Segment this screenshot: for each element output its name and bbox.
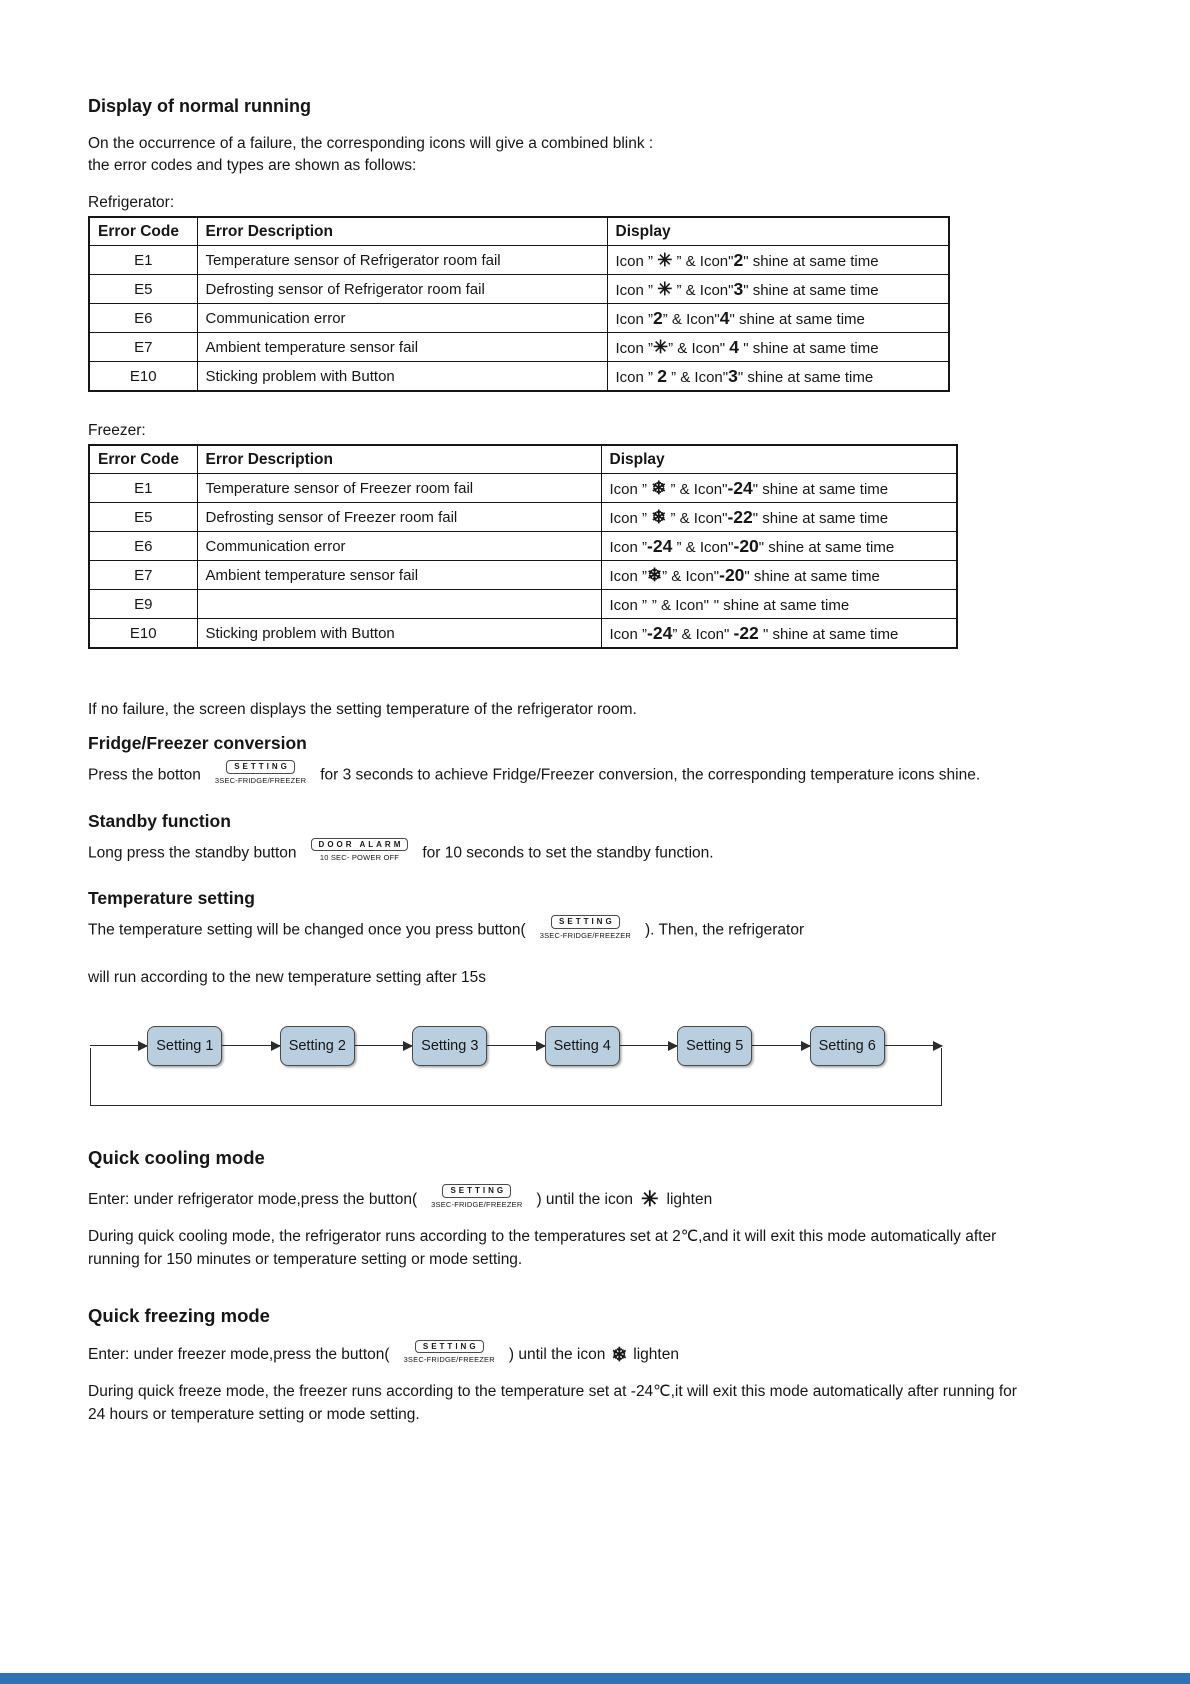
error-display-cell: [607, 333, 949, 362]
error-code-cell: E1: [89, 474, 197, 503]
display-segment: " shine at same time: [739, 339, 879, 357]
intro-line-2: the error codes and types are shown as follows:: [88, 157, 417, 175]
quick-cooling-body: During quick cooling mode, the refrigerator runs according to the temperatures set at 2℃,and it will exit this mode automatically after running for 150 minutes or temperature setting or mode setting.: [88, 1228, 997, 1268]
table-row: [89, 503, 957, 532]
display-digit: 3: [733, 278, 744, 299]
intro-paragraph: [88, 133, 1110, 178]
display-segment: Icon ”: [609, 480, 652, 498]
error-code-cell: E10: [89, 362, 197, 391]
section-heading-quick-freezing: Quick freezing mode: [88, 1305, 270, 1327]
display-digit: -24: [647, 622, 673, 643]
cycle-row: [90, 1026, 942, 1066]
error-display-cell: [601, 532, 957, 561]
conversion-paragraph: [88, 762, 1038, 789]
table-header-row: [89, 217, 949, 246]
section-quick-freezing: [88, 1305, 1110, 1426]
display-segment: " shine at same time: [758, 538, 895, 556]
display-segment: Icon ”: [609, 567, 648, 585]
table-row: [89, 246, 949, 275]
freezer-label: Freezer:: [88, 421, 146, 439]
setting-button-bottom-label: 3SEC-FRIDGE/FREEZER: [431, 1199, 523, 1209]
quick-cooling-enter-before: Enter: under refrigerator mode,press the button(: [88, 1190, 418, 1208]
quick-cooling-enter-line: [88, 1183, 1038, 1217]
flow-arrow: [487, 1045, 544, 1047]
standby-paragraph: [88, 840, 1038, 867]
display-segment: " shine at same time: [743, 252, 879, 270]
error-display-cell: [607, 362, 949, 391]
table-row: [89, 275, 949, 304]
section-standby: [88, 811, 1110, 867]
setting-button-icon: [215, 760, 306, 787]
quick-freezing-body: During quick freeze mode, the freezer runs according to the temperature set at -24℃,it will exit this mode automatically after running for 24 hours or temperature setting or mode setting.: [88, 1383, 1017, 1423]
conversion-text-after: for 3 seconds to achieve Fridge/Freezer conversion, the corresponding temperature icons shine.: [320, 766, 981, 784]
display-segment: " shine at same time: [744, 567, 880, 585]
standby-button-top-label: DOOR ALARM: [311, 838, 409, 852]
error-code-cell: E5: [89, 275, 197, 304]
display-segment: ” & Icon": [672, 252, 734, 270]
flow-step-box: Setting 3: [412, 1026, 487, 1066]
display-digit: 2: [657, 365, 667, 386]
error-description-cell: Communication error: [197, 304, 607, 333]
display-digit: -24: [647, 535, 673, 556]
quick-cool-icon: ✳: [653, 336, 669, 357]
error-description-cell: Ambient temperature sensor fail: [197, 333, 607, 362]
error-code-cell: E7: [89, 333, 197, 362]
quick-cooling-enter-mid: ) until the icon: [536, 1190, 633, 1208]
display-digit: -22: [733, 622, 759, 643]
error-description-cell: Defrosting sensor of Freezer room fail: [197, 503, 601, 532]
display-segment: ” & Icon": [666, 509, 728, 527]
setting-button-icon: [431, 1184, 522, 1211]
display-segment: ” & Icon": [666, 368, 729, 386]
section-heading-temperature: Temperature setting: [88, 888, 255, 909]
error-description-cell: [197, 590, 601, 619]
no-failure-note: If no failure, the screen displays the setting temperature of the refrigerator room.: [88, 700, 637, 718]
flow-arrow: [885, 1045, 942, 1047]
display-segment: Icon ”: [615, 252, 658, 270]
error-display-cell: [601, 619, 957, 648]
temperature-text-after: ). Then, the refrigerator: [645, 921, 805, 939]
table-row: [89, 561, 957, 590]
section-heading-quick-cooling: Quick cooling mode: [88, 1146, 265, 1168]
intro-line-1: On the occurrence of a failure, the corresponding icons will give a combined blink :: [88, 135, 654, 152]
header-display: Display: [607, 217, 949, 246]
quick-cool-icon: ✳: [640, 1187, 659, 1211]
flow-step-box: Setting 1: [147, 1026, 222, 1066]
page-title: Display of normal running: [88, 96, 312, 116]
flow-step-box: Setting 6: [810, 1026, 885, 1066]
error-description-cell: Sticking problem with Button: [197, 362, 607, 391]
display-segment: Icon ”: [609, 596, 648, 614]
display-segment: " shine at same time: [743, 281, 879, 299]
error-code-cell: E6: [89, 532, 197, 561]
error-description-cell: Communication error: [197, 532, 601, 561]
table-row: [89, 532, 957, 561]
section-temperature-setting: [88, 888, 1110, 1112]
display-segment: ” & Icon": [662, 567, 720, 585]
error-description-cell: Sticking problem with Button: [197, 619, 601, 648]
flow-step-box: Setting 2: [280, 1026, 355, 1066]
error-code-cell: E7: [89, 561, 197, 590]
display-segment: " shine at same time: [729, 310, 865, 328]
quick-freezing-enter-line: [88, 1341, 1038, 1371]
error-description-cell: Ambient temperature sensor fail: [197, 561, 601, 590]
standby-text-after: for 10 seconds to set the standby function.: [422, 843, 714, 861]
snowflake-icon: ❄: [611, 1345, 628, 1367]
error-description-cell: Defrosting sensor of Refrigerator room fail: [197, 275, 607, 304]
display-segment: ” & Icon": [668, 339, 730, 357]
error-code-cell: E1: [89, 246, 197, 275]
setting-button-bottom-label: 3SEC-FRIDGE/FREEZER: [214, 775, 307, 785]
flow-arrow: [752, 1045, 809, 1047]
flow-step-box: Setting 5: [677, 1026, 752, 1066]
quick-freezing-enter-mid: ) until the icon: [508, 1346, 606, 1364]
display-segment: ” & Icon": [672, 281, 734, 299]
error-code-cell: E5: [89, 503, 197, 532]
error-display-cell: [601, 590, 957, 619]
fridge-error-table: [88, 216, 950, 392]
display-segment: Icon ”: [609, 509, 652, 527]
quick-freezing-enter-before: Enter: under freezer mode,press the button(: [88, 1346, 390, 1364]
display-segment: ” & Icon": [672, 538, 734, 556]
quick-cooling-enter-after: lighten: [666, 1190, 713, 1208]
display-digit: -20: [733, 535, 759, 556]
display-segment: ” & Icon": [651, 596, 709, 614]
display-segment: Icon ”: [615, 339, 654, 357]
error-description-cell: Temperature sensor of Freezer room fail: [197, 474, 601, 503]
table-row: [89, 474, 957, 503]
error-display-cell: [601, 503, 957, 532]
display-segment: " shine at same time: [752, 509, 889, 527]
table-row: [89, 362, 949, 391]
footer-bar: [0, 1673, 1190, 1684]
display-segment: Icon ”: [609, 625, 648, 643]
display-segment: Icon ”: [615, 281, 658, 299]
header-display: Display: [601, 445, 957, 474]
table-row: [89, 619, 957, 648]
header-error-code: Error Code: [89, 217, 197, 246]
setting-button-bottom-label: 3SEC-FRIDGE/FREEZER: [403, 1355, 495, 1365]
display-digit: 3: [728, 365, 738, 386]
setting-button-top-label: SETTING: [551, 915, 620, 929]
header-error-code: Error Code: [89, 445, 197, 474]
error-display-cell: [607, 246, 949, 275]
display-digit: 2: [733, 249, 744, 270]
error-code-cell: E9: [89, 590, 197, 619]
display-segment: " shine at same time: [752, 480, 889, 498]
display-digit: 4: [729, 336, 740, 357]
flow-step-box: Setting 4: [545, 1026, 620, 1066]
setting-button-icon: [404, 1340, 495, 1367]
display-segment: " shine at same time: [758, 625, 899, 643]
quick-cool-icon: ✳: [657, 249, 673, 270]
header-error-description: Error Description: [197, 217, 607, 246]
snowflake-icon: ❄: [647, 564, 663, 585]
snowflake-icon: ❄: [651, 477, 667, 498]
setting-button-top-label: SETTING: [442, 1184, 511, 1198]
temperature-cycle-diagram: [90, 1021, 942, 1113]
error-code-cell: E10: [89, 619, 197, 648]
snowflake-icon: ❄: [651, 506, 667, 527]
display-digit: 4: [719, 307, 730, 328]
display-segment: Icon ”: [615, 310, 654, 328]
table-row: [89, 304, 949, 333]
display-digit: 2: [653, 307, 663, 328]
setting-button-top-label: SETTING: [415, 1340, 484, 1354]
display-digit: -22: [727, 506, 753, 527]
error-display-cell: [607, 304, 949, 333]
temperature-paragraph-line2: will run according to the new temperature setting after 15s: [88, 968, 487, 986]
setting-button-bottom-label: 3SEC-FRIDGE/FREEZER: [539, 930, 632, 940]
display-segment: Icon ”: [615, 368, 658, 386]
section-heading-standby: Standby function: [88, 810, 231, 831]
flow-arrow: [620, 1045, 677, 1047]
temperature-paragraph: [88, 917, 1038, 944]
setting-button-icon: [540, 915, 631, 942]
refrigerator-label: Refrigerator:: [88, 193, 175, 211]
display-segment: Icon ”: [609, 538, 648, 556]
section-conversion: [88, 733, 1110, 789]
standby-button-bottom-label: 10 SEC- POWER OFF: [319, 853, 400, 863]
conversion-text-before: Press the botton: [88, 766, 201, 784]
section-quick-cooling: [88, 1147, 1110, 1272]
flow-arrow: [355, 1045, 412, 1047]
error-display-cell: [601, 474, 957, 503]
display-segment: ” & Icon": [662, 310, 720, 328]
display-segment: ” & Icon": [672, 625, 734, 643]
setting-button-top-label: SETTING: [226, 760, 295, 774]
flow-arrow: [222, 1045, 279, 1047]
display-digit: -24: [727, 477, 753, 498]
error-code-cell: E6: [89, 304, 197, 333]
error-display-cell: [607, 275, 949, 304]
standby-button-icon: [311, 838, 409, 865]
freezer-error-table: [88, 444, 958, 649]
table-header-row: [89, 445, 957, 474]
header-error-description: Error Description: [197, 445, 601, 474]
display-segment: " shine at same time: [737, 368, 874, 386]
display-segment: ” & Icon": [666, 480, 728, 498]
table-row: [89, 333, 949, 362]
error-description-cell: Temperature sensor of Refrigerator room fail: [197, 246, 607, 275]
quick-cool-icon: ✳: [657, 278, 673, 299]
error-display-cell: [601, 561, 957, 590]
temperature-text-before: The temperature setting will be changed once you press button(: [88, 921, 526, 939]
table-row: [89, 590, 957, 619]
standby-text-before: Long press the standby button: [88, 843, 297, 861]
quick-freezing-enter-after: lighten: [633, 1346, 679, 1364]
display-digit: -20: [719, 564, 745, 585]
flow-arrow: [90, 1045, 147, 1047]
section-heading-conversion: Fridge/Freezer conversion: [88, 732, 307, 753]
display-segment: " shine at same time: [713, 596, 850, 614]
